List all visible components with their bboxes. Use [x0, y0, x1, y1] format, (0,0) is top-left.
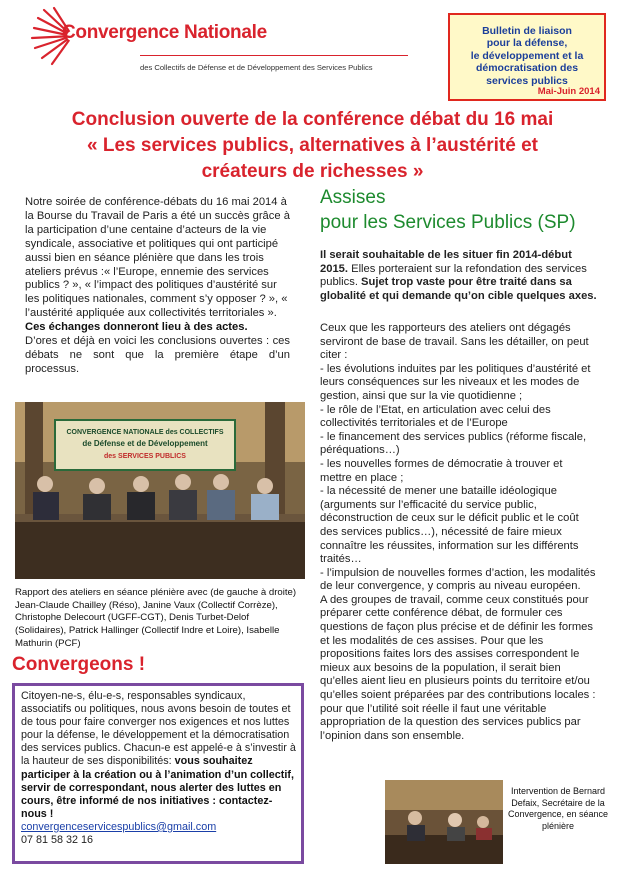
- headline: [40, 107, 585, 185]
- intro-paragraph-2: D’ores et déjà en voici les conclusions ouvertes : ces débats ne sont que la première étape d’un processus.: [25, 335, 290, 375]
- assises-item: - les nouvelles formes de démocratie à trouver et mettre en place ;: [320, 457, 563, 484]
- assises-body: [320, 322, 596, 743]
- convergeons-bold: vous souhaitez participer à la création ou à l’animation d’un collectif, servir de correspondant, nous alerter des luttes en cours, être informé de nos initiatives : contactez-nous !: [21, 755, 294, 820]
- bulletin-box: [448, 13, 606, 101]
- intro-bold: Ces échanges donneront lieu à des actes: [25, 321, 245, 334]
- assises-intro: [320, 249, 598, 303]
- assises-paragraph: A des groupes de travail, comme ceux constitués pour préparer cette conférence débat, de formuler ces questions de façon plus précise et de définir les formes et les modalités de ces assises. Pour que les propositions faites lors des assises correspondent le mieux aux besoins de la population, il serait bien qu’elles aient lieu en plusieurs points du territoire et/ou qu’elles soient préparées par des contributions locales : pour que l’utilité soit réelle il faut une véritable appropriation de la question des services publics par l’opinion dans son ensemble.: [320, 593, 596, 742]
- headline-line-3: créateurs de richesses »: [201, 161, 424, 182]
- assises-subtitle: pour les Services Publics (SP): [320, 212, 576, 233]
- assises-item: - le rôle de l’Etat, en articulation avec celui des collectivités territoriales et de l’Europe: [320, 403, 551, 430]
- bulletin-line: pour la défense,: [486, 37, 568, 50]
- assises-intro-bold-1: Il serait souhaitable de les situer fin 2014-début 2015.: [320, 249, 572, 275]
- photo-banner-line-1: CONVERGENCE NATIONALE des COLLECTIFS: [66, 429, 224, 436]
- photo-banner-line-2: de Défense et de Développement: [82, 439, 208, 448]
- convergeons-title: Convergeons !: [12, 654, 146, 675]
- intervention-photo-image: [385, 780, 503, 864]
- contact-email-link[interactable]: convergenceservicespublics@gmail.com: [21, 820, 217, 833]
- convergeons-box: [12, 683, 304, 864]
- bulletin-date: Mai-Juin 2014: [537, 86, 600, 97]
- headline-line-2: « Les services publics, alternatives à l’austérité et: [87, 135, 538, 156]
- convergeons-text: [21, 690, 297, 847]
- intro-paragraph: Notre soirée de conférence-débats du 16 mai 2014 à la Bourse du Travail de Paris a été un succès grâce à la participation d’une centaine d’acteurs de la vie syndicale, associative et politiques qui ont participé aussi bien en séance plénière que dans les trois ateliers prévus :« l’Europe, ennemie des services publics ? », « l’impact des politiques d’austérité sur les politiques nationales, comment s’y opposer ? », « l’austérité appliquée aux collectivités territoriales ».: [25, 196, 290, 320]
- assises-item: - l’impulsion de nouvelles formes d’action, les modalités de leur convergence, y compris au niveau européen.: [320, 566, 596, 593]
- bulletin-text: [450, 25, 604, 87]
- intervention-photo: [385, 780, 503, 864]
- headline-line-1: Conclusion ouverte de la conférence débat du 16 mai: [71, 109, 554, 130]
- assises-item: - les évolutions induites par les politiques d’austérité et leurs conséquences sur les niveaux et les modes de gestion, ainsi que sur la vie quotidienne ;: [320, 362, 591, 402]
- assises-intro-bold-2: Sujet trop vaste pour être traité dans sa globalité et qui demande qu’on cible quelques axes.: [320, 276, 597, 302]
- bulletin-line: services publics: [486, 74, 568, 87]
- conference-photo-image: [15, 402, 305, 579]
- logo-divider: [140, 55, 408, 56]
- intro-text: Notre soirée de conférence-débats du 16 mai 2014 à la Bourse du Travail de Paris a été un succès grâce à la participation d’une centaine d’acteurs de la vie syndicale, associative et politiques qui ont participé aussi bien en séance plénière que dans les trois ateliers prévus :« l’Europe, ennemie des services publics ? », « l’impact des politiques d’austérité sur les politiques nationales, comment s’y opposer ? », « l’austérité appliquée aux collectivités territoriales ». Ces échanges donneront lieu à des actes. D’ores et déjà en voici les conclusions ouvertes : ces débats ne sont que la première étape d’un processus.: [25, 196, 290, 375]
- logo-title: Convergence Nationale: [62, 22, 267, 43]
- convergeons-paragraph: Citoyen-ne-s, élu-e-s, responsables syndicaux, associatifs ou politiques, nous avons besoin de toutes et de tous pour faire converger nos exigences et nos luttes pour la défense, le développement et la démocratisation des services publics. Chacun-e est appelé-e à s’investir à la hauteur de ses disponibilités:: [21, 690, 296, 768]
- assises-item: - le financement des services publics (réforme fiscale, péréquations…): [320, 430, 587, 457]
- logo-subtitle: des Collectifs de Défense et de Développement des Services Publics: [140, 63, 373, 72]
- assises-item: - la nécessité de mener une bataille idéologique (arguments sur l’efficacité du service public, déconstruction de ceux sur le déficit public et le coût des services publics…), nécessité de faire mieux connaître les réussites, information sur les différents traités…: [320, 485, 579, 566]
- photo-banner-line-3: des SERVICES PUBLICS: [104, 453, 186, 460]
- intervention-caption: Intervention de Bernard Defaix, Secrétaire de la Convergence, en séance plénière: [507, 786, 609, 831]
- bulletin-line: le développement et la: [470, 49, 584, 62]
- bulletin-line: Bulletin de liaison: [482, 25, 572, 37]
- assises-title: Assises: [320, 187, 386, 208]
- assises-paragraph: Ceux que les rapporteurs des ateliers ont dégagés serviront de base de travail. Sans les détailler, on peut citer :: [320, 322, 589, 362]
- conference-photo: [15, 402, 305, 579]
- assises-intro-normal: Elles porteraient sur la refondation des services publics.: [320, 262, 587, 289]
- photo-caption: Rapport des ateliers en séance plénière avec (de gauche à droite) Jean-Claude Chailley (Réso), Janine Vaux (Collectif Corrèze), Christophe Delecourt (UGFF-CGT), Denis Turbet-Delof (Solidaires), Patrick Hallinger (Collectif Indre et Loire), Isabelle Mathurin (PCF): [15, 587, 297, 649]
- bulletin-line: démocratisation des: [475, 62, 579, 75]
- contact-phone: 07 81 58 32 16: [21, 834, 94, 847]
